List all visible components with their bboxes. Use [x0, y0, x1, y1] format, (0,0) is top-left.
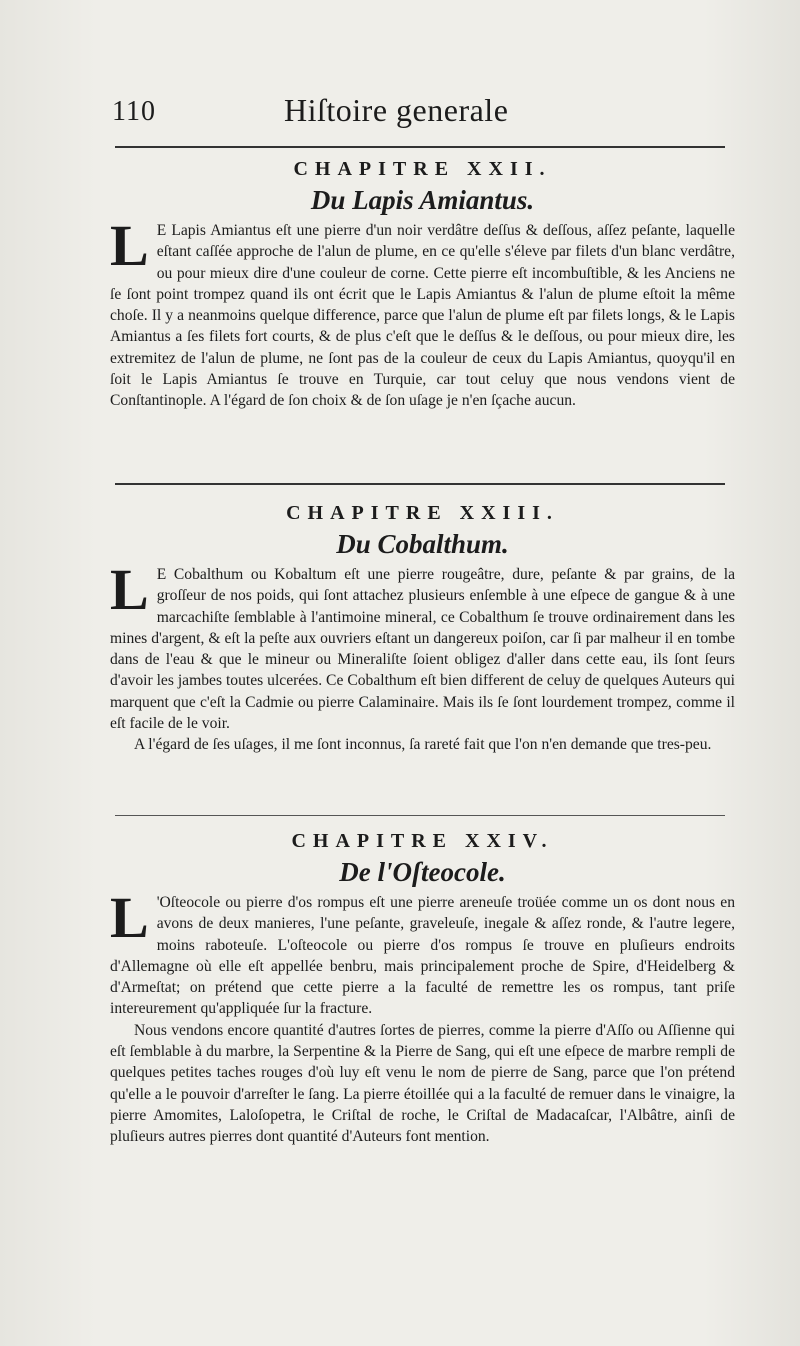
chapter-body [110, 885, 735, 1148]
chapter-heading: CHAPITRE XXII. [293, 158, 552, 180]
chapter-body [110, 557, 735, 756]
running-title: Hiſtoire generale [284, 92, 509, 128]
paragraph: A l'égard de ſes uſages, il me ſont inconnus, ſa rareté fait que l'on n'en demande que tres-peu. [134, 736, 712, 754]
chapter-title: De l'Oſteocole. [339, 857, 506, 887]
page-header [112, 92, 732, 132]
drop-cap: L [110, 213, 149, 278]
chapter-body [110, 213, 735, 412]
chapter-heading: CHAPITRE XXIII. [286, 502, 559, 524]
chapter-title: Du Cobalthum. [336, 529, 509, 559]
drop-cap: L [110, 885, 149, 950]
chapter-rule [115, 483, 725, 485]
chapter-24 [110, 830, 735, 1148]
header-rule [115, 146, 725, 148]
paragraph: 'Oſteocole ou pierre d'os rompus eſt une pierre areneuſe troüée comme un os dont nous en avons de deux manieres, l'une peſante, graveleuſe, inegale & aſſez ronde, & l'autre legere, moins raboteuſe. L'oſteocole ou pierre d'os rompus ſe trouve en pluſieurs endroits d'Allemagne où elle eſt appellée benbru, mais principalement proche de Spire, d'Heidelberg & d'Armeſtat; on prétend que cette pierre a la faculté de remettre les os rompus, tant priſe intereurement qu'appliquée ſur la fracture. [110, 894, 735, 1018]
paragraph: Nous vendons encore quantité d'autres ſortes de pierres, comme la pierre d'Aſſo ou Aſſienne qui eſt ſemblable à du marbre, la Serpentine & la Pierre de Sang, qui eſt une eſpece de marbre rempli de quelques petites taches rouges d'où luy eſt venu le nom de pierre de Sang, parce que l'on prétend qu'elle a le pouvoir d'arreſter le ſang. La pierre étoillée qui a la faculté de remuer dans le vinaigre, la pierre Amomites, Laloſopetra, le Criſtal de roche, le Criſtal de Madacaſcar, l'Albâtre, ainſi de pluſieurs autres pierres dont quantité d'Auteurs font mention. [110, 1021, 735, 1146]
chapter-rule [115, 815, 725, 816]
page-number: 110 [112, 96, 156, 127]
chapter-heading: CHAPITRE XXIV. [291, 830, 554, 852]
chapter-23 [110, 502, 735, 756]
drop-cap: L [110, 557, 149, 622]
paragraph: E Lapis Amiantus eſt une pierre d'un noir verdâtre deſſus & deſſous, aſſez peſante, laquelle eſtant caſſée approche de l'alun de plume, en ce qu'elle s'éleve par filets d'un blanc verdâtre, ou pour mieux dire d'une couleur de corne. Cette pierre eſt incombuſtible, & les Anciens ne ſe ſont point trompez quand ils ont écrit que le Lapis Amiantus & l'alun de plume eſtoit la même choſe. Il y a neanmoins quelque difference, parce que l'alun de plume eſt par filets longs, & le Lapis Amiantus a ſes filets fort courts, & de plus c'eſt que le deſſus & le deſſous, ou pour mieux dire, les extremitez de l'alun de plume, ne ſont pas de la couleur de ceux du Lapis Amiantus, quoyqu'il en ſoit le Lapis Amiantus ſe trouve en Turquie, car tout celuy que nous vendons vient de Conſtantinople. A l'égard de ſon choix & de ſon uſage je n'en ſçache aucun. [110, 222, 735, 410]
paragraph: E Cobalthum ou Kobaltum eſt une pierre rougeâtre, dure, peſante & par grains, de la groſſeur de nos poids, qui ſont attachez plusieurs enſemble à une eſpece de gangue & à une marcachiſte ſemblable à l'antimoine mineral, ce Cobalthum ſe trouve ordinairement dans les mines d'argent, & eſt la peſte aux ouvriers eſtant un dangereux poiſon, car ſi par malheur il en tombe dans de l'eau & que le mineur ou Mineraliſte ſoient obligez d'aller dans cette eau, ils ſont ſeurs d'avoir les jambes toutes ulcerées. Ce Cobalthum eſt bien different de celuy de quelques Auteurs qui marquent que c'eſt la Cadmie ou pierre Calaminaire. Mais ils ſe ſont lourdement trompez, comme il eſt facile de le voir. [110, 566, 735, 733]
chapter-title: Du Lapis Amiantus. [310, 185, 535, 215]
chapter-22 [110, 158, 735, 412]
